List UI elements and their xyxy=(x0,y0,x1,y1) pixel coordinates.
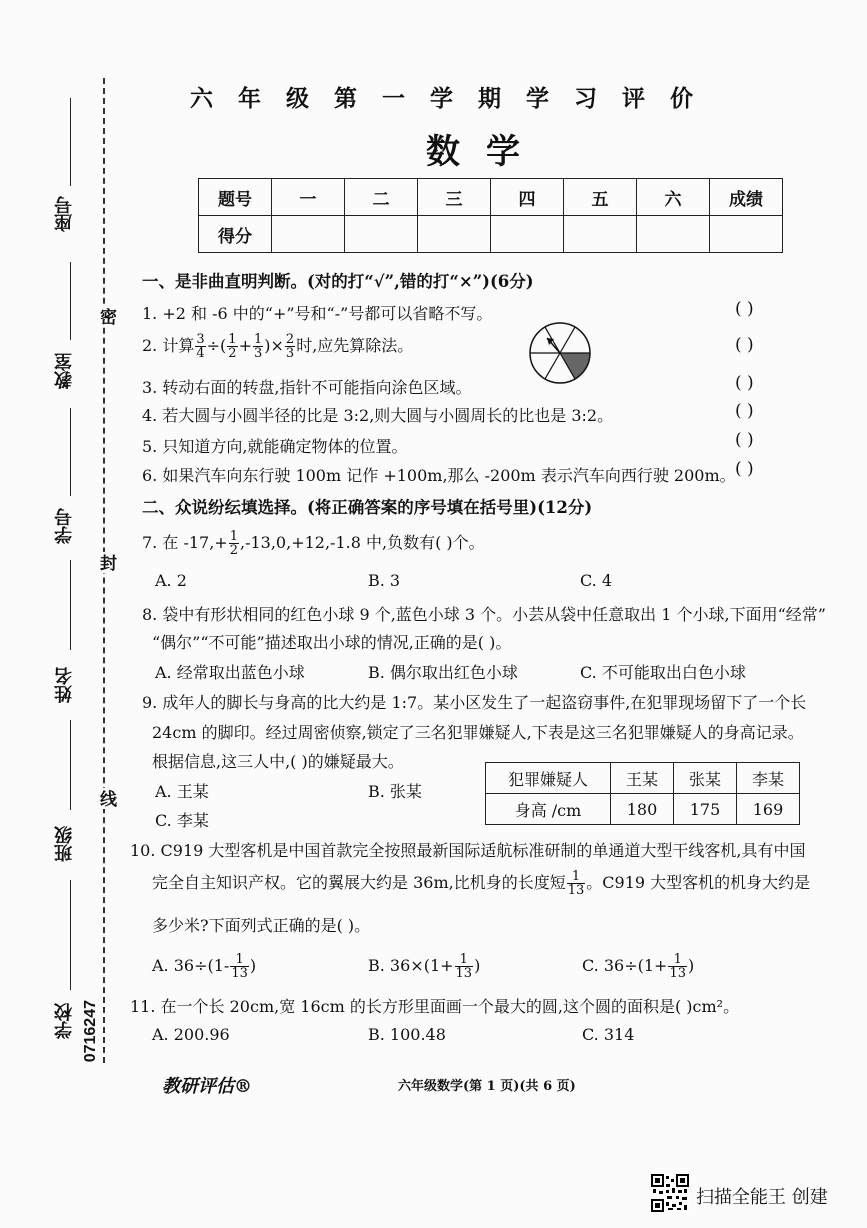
numerator: 2 xyxy=(285,332,295,347)
q7-option-c: C. 4 xyxy=(580,571,613,590)
room-label: 教室 xyxy=(54,353,75,389)
numerator: 3 xyxy=(196,332,205,347)
question-10-line3: 多少米?下面列式正确的是( )。 xyxy=(152,916,371,935)
spinner-shaded-sector xyxy=(560,353,590,379)
score-cell[interactable] xyxy=(272,216,345,253)
denominator: 13 xyxy=(669,966,686,981)
numerator: 1 xyxy=(253,332,263,347)
height-row-label: 身高 /cm xyxy=(486,794,611,825)
denominator: 2 xyxy=(228,346,237,361)
question-1: 1. +2 和 -6 中的“+”号和“-”号都可以省略不写。 xyxy=(142,304,493,323)
q11-option-a: A. 200.96 xyxy=(152,1025,230,1044)
scanner-watermark: 扫描全能王 创建 xyxy=(696,1187,828,1208)
fraction-1-2 xyxy=(229,530,239,557)
q2-prefix: 2. 计算 xyxy=(142,336,195,355)
question-9-line2: 24cm 的脚印。经过周密侦察,锁定了三名犯罪嫌疑人,下表是这三名犯罪嫌疑人的身高记录。 xyxy=(152,723,804,742)
name-line xyxy=(70,560,71,650)
fraction-1-13 xyxy=(668,953,687,980)
q8-option-b: B. 偶尔取出红色小球 xyxy=(368,663,518,682)
suspect-header-cell: 犯罪嫌疑人 xyxy=(486,763,611,794)
q11-option-b: B. 100.48 xyxy=(368,1025,446,1044)
question-9-line3: 根据信息,这三人中,( )的嫌疑最大。 xyxy=(152,752,404,771)
suspect-height-row xyxy=(486,794,800,825)
fraction-1-13 xyxy=(567,870,586,897)
q11-option-c: C. 314 xyxy=(582,1025,635,1044)
score-header-cell: 成绩 xyxy=(710,179,783,216)
school-label: 学校 xyxy=(54,1003,75,1039)
fraction-3-4 xyxy=(195,333,205,360)
serial-number: 0716247 xyxy=(82,1000,99,1063)
score-row-label: 得分 xyxy=(199,216,272,253)
q10-option-b xyxy=(368,953,480,980)
answer-paren-6[interactable]: ( ) xyxy=(735,459,754,479)
answer-paren-2[interactable]: ( ) xyxy=(735,335,754,355)
denominator: 2 xyxy=(229,543,238,558)
question-2 xyxy=(142,333,413,360)
spinner-divider xyxy=(560,327,575,353)
denominator: 13 xyxy=(567,883,585,898)
height-value: 175 xyxy=(674,794,737,825)
operator: )× xyxy=(264,336,284,355)
score-header-cell: 三 xyxy=(418,179,491,216)
spinner-diagram xyxy=(525,318,595,388)
close-paren: ) xyxy=(687,956,695,975)
fraction-1-13 xyxy=(455,953,474,980)
answer-paren-5[interactable]: ( ) xyxy=(735,430,754,450)
suspect-header-row xyxy=(486,763,800,794)
answer-paren-4[interactable]: ( ) xyxy=(735,401,754,421)
q8-option-c: C. 不可能取出白色小球 xyxy=(580,663,746,682)
seal-char-mi: 密 xyxy=(94,306,119,327)
question-10-line2 xyxy=(152,870,810,897)
suspect-height-table xyxy=(485,762,800,825)
q10-c-prefix: C. 36÷(1+ xyxy=(582,956,668,975)
question-5: 5. 只知道方向,就能确定物体的位置。 xyxy=(142,437,408,456)
numerator: 1 xyxy=(668,953,687,967)
seal-char-feng: 封 xyxy=(94,552,119,573)
score-header-cell: 二 xyxy=(345,179,418,216)
height-value: 180 xyxy=(611,794,674,825)
q8-option-a: A. 经常取出蓝色小球 xyxy=(155,663,305,682)
question-4: 4. 若大圆与小圆半径的比是 3:2,则大圆与小圆周长的比也是 3:2。 xyxy=(142,406,614,425)
numerator: 1 xyxy=(567,870,586,884)
denominator: 13 xyxy=(455,966,473,981)
score-cell[interactable] xyxy=(345,216,418,253)
q7-option-b: B. 3 xyxy=(368,571,401,590)
answer-paren-3[interactable]: ( ) xyxy=(735,373,754,393)
score-header-cell: 题号 xyxy=(199,179,272,216)
numerator: 1 xyxy=(228,332,237,347)
seal-char-xian: 线 xyxy=(94,788,119,809)
fraction-2-3 xyxy=(285,333,295,360)
denominator: 3 xyxy=(253,346,263,361)
q7-option-a: A. 2 xyxy=(155,571,187,590)
q10-line2-prefix: 完全自主知识产权。它的翼展大约是 36m,比机身的长度短 xyxy=(152,873,566,892)
q10-line2-suffix: 。C919 大型客机的机身大约是 xyxy=(586,873,811,892)
seat-line xyxy=(70,98,71,186)
fraction-1-2 xyxy=(227,333,237,360)
question-11: 11. 在一个长 20cm,宽 16cm 的长方形里面画一个最大的圆,这个圆的面积是( )cm²。 xyxy=(130,997,740,1016)
score-header-cell: 六 xyxy=(637,179,710,216)
score-header-cell: 一 xyxy=(272,179,345,216)
suspect-header-cell: 李某 xyxy=(737,763,800,794)
denominator: 13 xyxy=(231,966,248,981)
student-id-line xyxy=(70,408,71,496)
score-header-cell: 四 xyxy=(491,179,564,216)
score-table-header-row xyxy=(199,179,783,216)
close-paren: ) xyxy=(249,956,257,975)
seat-label: 座号 xyxy=(54,196,75,232)
qr-code-icon xyxy=(651,1174,689,1212)
operator: + xyxy=(238,336,252,355)
suspect-header-cell: 王某 xyxy=(611,763,674,794)
numerator: 1 xyxy=(230,953,249,967)
close-paren: ) xyxy=(474,956,481,975)
q10-option-a xyxy=(152,953,256,980)
score-cell[interactable] xyxy=(710,216,783,253)
section2-heading: 二、众说纷纭填选择。(将正确答案的序号填在括号里)(12分) xyxy=(142,498,593,517)
q10-option-c xyxy=(582,953,694,980)
question-9-line1: 9. 成年人的脚长与身高的比大约是 1:7。某小区发生了一起盗窃事件,在犯罪现场留下了一个长 xyxy=(142,693,807,712)
school-line xyxy=(70,880,71,990)
question-6: 6. 如果汽车向东行驶 100m 记作 +100m,那么 -200m 表示汽车向西行驶 200m。 xyxy=(142,466,736,485)
score-table xyxy=(198,178,783,253)
class-line xyxy=(70,720,71,810)
score-cell[interactable] xyxy=(491,216,564,253)
q7-suffix: ,-13,0,+12,-1.8 中,负数有( )个。 xyxy=(239,533,485,552)
denominator: 4 xyxy=(196,346,205,361)
publisher-logo: 教研评估® xyxy=(162,1076,252,1097)
answer-paren-1[interactable]: ( ) xyxy=(735,299,754,319)
score-cell[interactable] xyxy=(637,216,710,253)
operator: ÷( xyxy=(206,336,227,355)
numerator: 1 xyxy=(229,529,238,544)
subject-title: 数学 xyxy=(426,132,546,172)
q9-option-a: A. 王某 xyxy=(155,782,209,801)
question-10-line1: 10. C919 大型客机是中国首款完全按照最新国际适航标准研制的单通道大型干线客机,具有中国 xyxy=(130,841,806,860)
name-label: 姓名 xyxy=(54,667,75,703)
q2-suffix: 时,应先算除法。 xyxy=(296,336,414,355)
q10-b-prefix: B. 36×(1+ xyxy=(368,956,454,975)
student-id-label: 学号 xyxy=(54,508,75,544)
numerator: 1 xyxy=(455,953,474,967)
q9-option-b: B. 张某 xyxy=(368,782,422,801)
suspect-header-cell: 张某 xyxy=(674,763,737,794)
score-header-cell: 五 xyxy=(564,179,637,216)
question-8-line1: 8. 袋中有形状相同的红色小球 9 个,蓝色小球 3 个。小芸从袋中任意取出 1 个小球,下面用“经常” xyxy=(142,605,826,624)
room-line xyxy=(70,262,71,340)
section1-heading: 一、是非曲直明判断。(对的打“√”,错的打“×”)(6分) xyxy=(142,272,534,291)
score-table-score-row xyxy=(199,216,783,253)
exam-title: 六年级第一学期学习评价 xyxy=(190,85,718,112)
fraction-1-3 xyxy=(253,333,263,360)
spinner-divider xyxy=(545,353,560,379)
height-value: 169 xyxy=(737,794,800,825)
score-cell[interactable] xyxy=(418,216,491,253)
score-cell[interactable] xyxy=(564,216,637,253)
fraction-1-13 xyxy=(230,953,249,980)
class-label: 班级 xyxy=(54,826,75,862)
denominator: 3 xyxy=(285,346,295,361)
question-7 xyxy=(142,530,485,557)
question-3: 3. 转动右面的转盘,指针不可能指向涂色区域。 xyxy=(142,378,472,397)
q7-prefix: 7. 在 -17,+ xyxy=(142,533,228,552)
q9-option-c: C. 李某 xyxy=(155,811,209,830)
page-info: 六年级数学(第 1 页)(共 6 页) xyxy=(398,1079,576,1094)
question-8-line2: “偶尔”“不可能”描述取出小球的情况,正确的是( )。 xyxy=(152,633,512,652)
q10-a-prefix: A. 36÷(1- xyxy=(152,956,230,975)
